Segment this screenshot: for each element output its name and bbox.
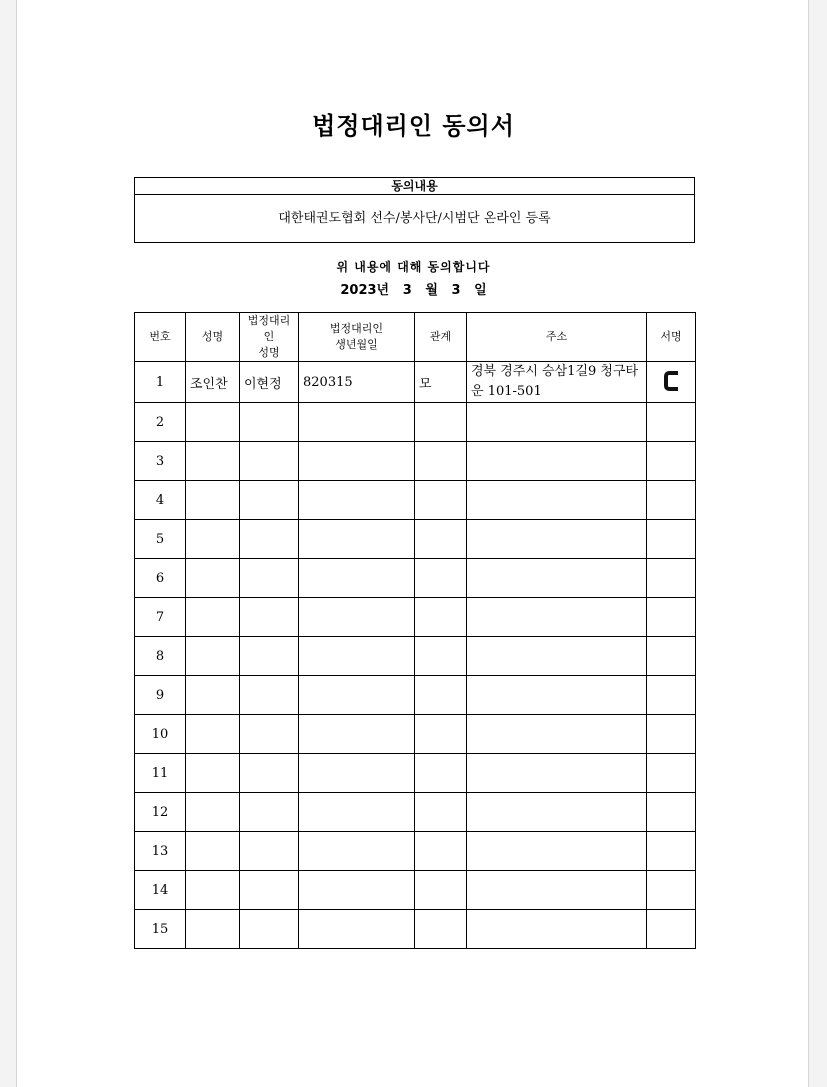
cell-relation	[415, 520, 467, 559]
cell-signature	[647, 520, 696, 559]
table-row	[135, 910, 696, 949]
cell-signature	[647, 754, 696, 793]
cell-no: 14	[135, 871, 186, 910]
cell-relation	[415, 598, 467, 637]
cell-address	[467, 793, 647, 832]
cell-address	[467, 559, 647, 598]
cell-relation	[415, 832, 467, 871]
cell-guardian	[240, 676, 299, 715]
table-row	[135, 676, 696, 715]
document-page	[16, 0, 809, 1087]
cell-birth	[299, 481, 415, 520]
cell-signature	[647, 832, 696, 871]
cell-no: 10	[135, 715, 186, 754]
header-relation: 관계	[415, 313, 467, 362]
cell-signature	[647, 559, 696, 598]
cell-relation	[415, 403, 467, 442]
cell-guardian	[240, 403, 299, 442]
table-row	[135, 520, 696, 559]
cell-guardian	[240, 637, 299, 676]
cell-birth	[299, 676, 415, 715]
cell-birth	[299, 520, 415, 559]
cell-birth	[299, 442, 415, 481]
table-row	[135, 403, 696, 442]
cell-no: 4	[135, 481, 186, 520]
cell-signature	[647, 793, 696, 832]
document-title: 법정대리인 동의서	[312, 112, 515, 140]
cell-relation	[415, 637, 467, 676]
cell-no: 12	[135, 793, 186, 832]
cell-relation	[415, 442, 467, 481]
signature-mark	[664, 371, 678, 391]
cell-name	[186, 442, 240, 481]
cell-name	[186, 520, 240, 559]
cell-guardian	[240, 754, 299, 793]
date-day-unit: 일	[474, 283, 487, 298]
cell-address	[467, 637, 647, 676]
table-row	[135, 598, 696, 637]
cell-no: 11	[135, 754, 186, 793]
cell-name	[186, 793, 240, 832]
table-row	[135, 754, 696, 793]
cell-address: 경북 경주시 승삼1길9 청구타운 101-501	[467, 362, 647, 403]
cell-no: 1	[135, 362, 186, 403]
date-year: 2023	[340, 283, 377, 298]
cell-no: 9	[135, 676, 186, 715]
cell-no: 5	[135, 520, 186, 559]
consent-box	[134, 177, 695, 243]
cell-guardian	[240, 442, 299, 481]
cell-guardian: 이현정	[240, 362, 299, 403]
cell-guardian	[240, 715, 299, 754]
cell-address	[467, 520, 647, 559]
cell-signature	[647, 362, 696, 403]
cell-address	[467, 598, 647, 637]
cell-birth	[299, 910, 415, 949]
header-guardian-name-line1: 법정대리	[247, 314, 291, 327]
table-row	[135, 362, 696, 403]
cell-address	[467, 754, 647, 793]
cell-birth	[299, 559, 415, 598]
cell-no: 8	[135, 637, 186, 676]
cell-name	[186, 481, 240, 520]
table-row	[135, 871, 696, 910]
cell-relation	[415, 559, 467, 598]
header-guardian-name-line2: 인	[263, 330, 275, 343]
cell-guardian	[240, 559, 299, 598]
header-guardian-name	[240, 313, 299, 362]
cell-no: 3	[135, 442, 186, 481]
cell-guardian	[240, 481, 299, 520]
cell-address	[467, 676, 647, 715]
cell-relation	[415, 754, 467, 793]
cell-name	[186, 754, 240, 793]
cell-no: 6	[135, 559, 186, 598]
cell-no: 7	[135, 598, 186, 637]
table-row	[135, 793, 696, 832]
cell-name	[186, 559, 240, 598]
cell-no: 15	[135, 910, 186, 949]
date-month: 3	[402, 283, 412, 298]
cell-address	[467, 871, 647, 910]
consent-date	[17, 279, 810, 298]
cell-relation: 모	[415, 362, 467, 403]
consent-content: 대한태권도협회 선수/봉사단/시범단 온라인 등록	[278, 211, 551, 226]
cell-birth	[299, 715, 415, 754]
cell-no: 13	[135, 832, 186, 871]
cell-birth	[299, 403, 415, 442]
date-month-unit: 월	[425, 283, 438, 298]
cell-guardian	[240, 793, 299, 832]
header-guardian-birth	[299, 313, 415, 362]
date-day: 3	[451, 283, 461, 298]
cell-relation	[415, 676, 467, 715]
table-row	[135, 637, 696, 676]
cell-guardian	[240, 832, 299, 871]
table-row	[135, 832, 696, 871]
cell-relation	[415, 715, 467, 754]
cell-birth	[299, 832, 415, 871]
cell-birth	[299, 793, 415, 832]
cell-signature	[647, 715, 696, 754]
cell-guardian	[240, 520, 299, 559]
cell-name	[186, 832, 240, 871]
cell-guardian	[240, 910, 299, 949]
cell-name	[186, 403, 240, 442]
cell-address	[467, 403, 647, 442]
cell-signature	[647, 871, 696, 910]
cell-signature	[647, 598, 696, 637]
table-body	[135, 362, 696, 949]
cell-name: 조인찬	[186, 362, 240, 403]
cell-signature	[647, 481, 696, 520]
table-row	[135, 715, 696, 754]
cell-name	[186, 676, 240, 715]
cell-signature	[647, 442, 696, 481]
cell-birth	[299, 754, 415, 793]
guardian-roster-table	[134, 312, 696, 949]
cell-signature	[647, 637, 696, 676]
cell-signature	[647, 403, 696, 442]
header-guardian-birth-line1: 법정대리인	[329, 322, 384, 335]
date-year-unit: 년	[376, 283, 390, 298]
cell-address	[467, 481, 647, 520]
cell-birth	[299, 871, 415, 910]
consent-heading: 동의내용	[135, 178, 694, 195]
table-row	[135, 481, 696, 520]
cell-relation	[415, 481, 467, 520]
agree-statement: 위 내용에 대해 동의합니다	[336, 260, 491, 274]
cell-no: 2	[135, 403, 186, 442]
cell-birth: 820315	[299, 362, 415, 403]
cell-guardian	[240, 871, 299, 910]
table-row	[135, 559, 696, 598]
cell-relation	[415, 793, 467, 832]
cell-birth	[299, 598, 415, 637]
cell-name	[186, 598, 240, 637]
cell-relation	[415, 910, 467, 949]
cell-name	[186, 871, 240, 910]
header-guardian-name-line3: 성명	[258, 346, 280, 359]
cell-name	[186, 910, 240, 949]
cell-address	[467, 715, 647, 754]
table-row	[135, 442, 696, 481]
cell-address	[467, 910, 647, 949]
header-address: 주소	[467, 313, 647, 362]
table-header-row	[135, 313, 696, 362]
cell-birth	[299, 637, 415, 676]
header-guardian-birth-line2: 생년월일	[335, 338, 378, 351]
header-name: 성명	[186, 313, 240, 362]
cell-signature	[647, 676, 696, 715]
cell-guardian	[240, 598, 299, 637]
header-no: 번호	[135, 313, 186, 362]
cell-address	[467, 442, 647, 481]
cell-address	[467, 832, 647, 871]
header-signature: 서명	[647, 313, 696, 362]
cell-name	[186, 715, 240, 754]
cell-name	[186, 637, 240, 676]
cell-signature	[647, 910, 696, 949]
cell-relation	[415, 871, 467, 910]
